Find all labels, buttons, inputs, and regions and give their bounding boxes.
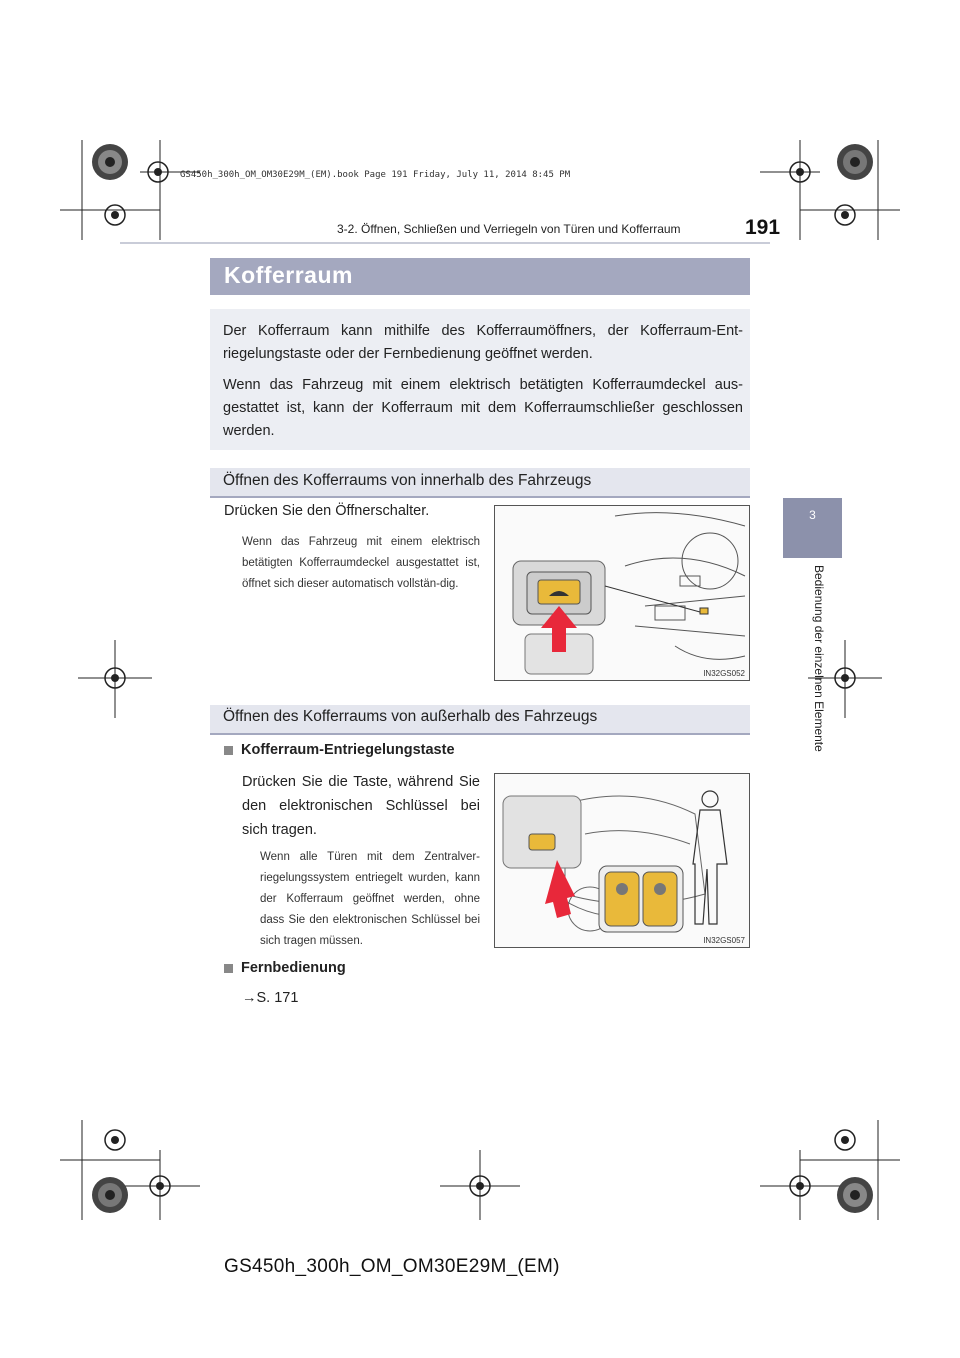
- note-inside: Wenn das Fahrzeug mit einem elektrisch betätigten Kofferraumdeckel ausgestattet ist, öffnet sich dieser automatisch vollstän-dig.: [242, 536, 480, 590]
- chapter-header: 3-2. Öffnen, Schließen und Verriegeln von Türen und Kofferraum: [337, 222, 681, 236]
- subheading-unlock-button: Kofferraum-Entriegelungstaste: [224, 742, 455, 758]
- page-title: Kofferraum: [224, 262, 353, 288]
- figure-exterior-button: [494, 773, 750, 948]
- header-rule: [120, 242, 770, 244]
- interior-illustration: [495, 506, 749, 680]
- section-heading-outside: Öffnen des Kofferraums von außerhalb des Fahrzeugs: [223, 708, 598, 725]
- unlock-button: [529, 834, 555, 850]
- instruction-inside: Drücken Sie den Öffnerschalter.: [224, 503, 430, 519]
- square-bullet-icon: [224, 746, 233, 755]
- figure-interior-switch: [494, 505, 750, 681]
- person-icon: [693, 791, 727, 924]
- chapter-tab: [783, 498, 842, 558]
- intro-paragraph-1: Der Kofferraum kann mithilfe des Kofferraumöffners, der Kofferraum-Ent-riegelungstaste oder der Fernbedienung geöffnet werden.: [223, 323, 743, 362]
- key-fob-right: [643, 872, 677, 926]
- figure-code-2: IN32GS057: [703, 936, 745, 945]
- note-outside: Wenn alle Türen mit dem Zentralver-riegelungssystem entriegelt wurden, kann der Kofferraum geöffnet werden, ohne dass Sie den elektronischen Schlüssel bei sich tragen müssen.: [260, 851, 480, 947]
- square-bullet-icon: [224, 964, 233, 973]
- page-reference-link[interactable]: →S. 171: [242, 990, 299, 1006]
- subheading-remote: Fernbedienung: [224, 960, 346, 976]
- arrow-icon-2: [545, 860, 575, 918]
- intro-paragraph-2: Wenn das Fahrzeug mit einem elektrisch betätigten Kofferraumdeckel aus-gestattet ist, kann der Kofferraum mit dem Kofferraumschließer geschlossen werden.: [223, 377, 743, 439]
- page-number: 191: [745, 216, 781, 239]
- section-heading-inside: Öffnen des Kofferraums von innerhalb des Fahrzeugs: [223, 472, 592, 489]
- figure-code-1: IN32GS052: [703, 669, 745, 678]
- instruction-outside: Drücken Sie die Taste, während Sie den elektronischen Schlüssel bei sich tragen.: [242, 774, 480, 838]
- chapter-tab-number: 3: [809, 508, 816, 522]
- print-mark: GS450h_300h_OM_OM30E29M_(EM).book Page 191 Friday, July 11, 2014 8:45 PM: [180, 170, 571, 180]
- chapter-side-label: Bedienung der einzelnen Elemente: [812, 565, 826, 752]
- exterior-illustration: [495, 774, 749, 947]
- key-fob-left: [605, 872, 639, 926]
- footer-code: GS450h_300h_OM_OM30E29M_(EM): [224, 1256, 560, 1277]
